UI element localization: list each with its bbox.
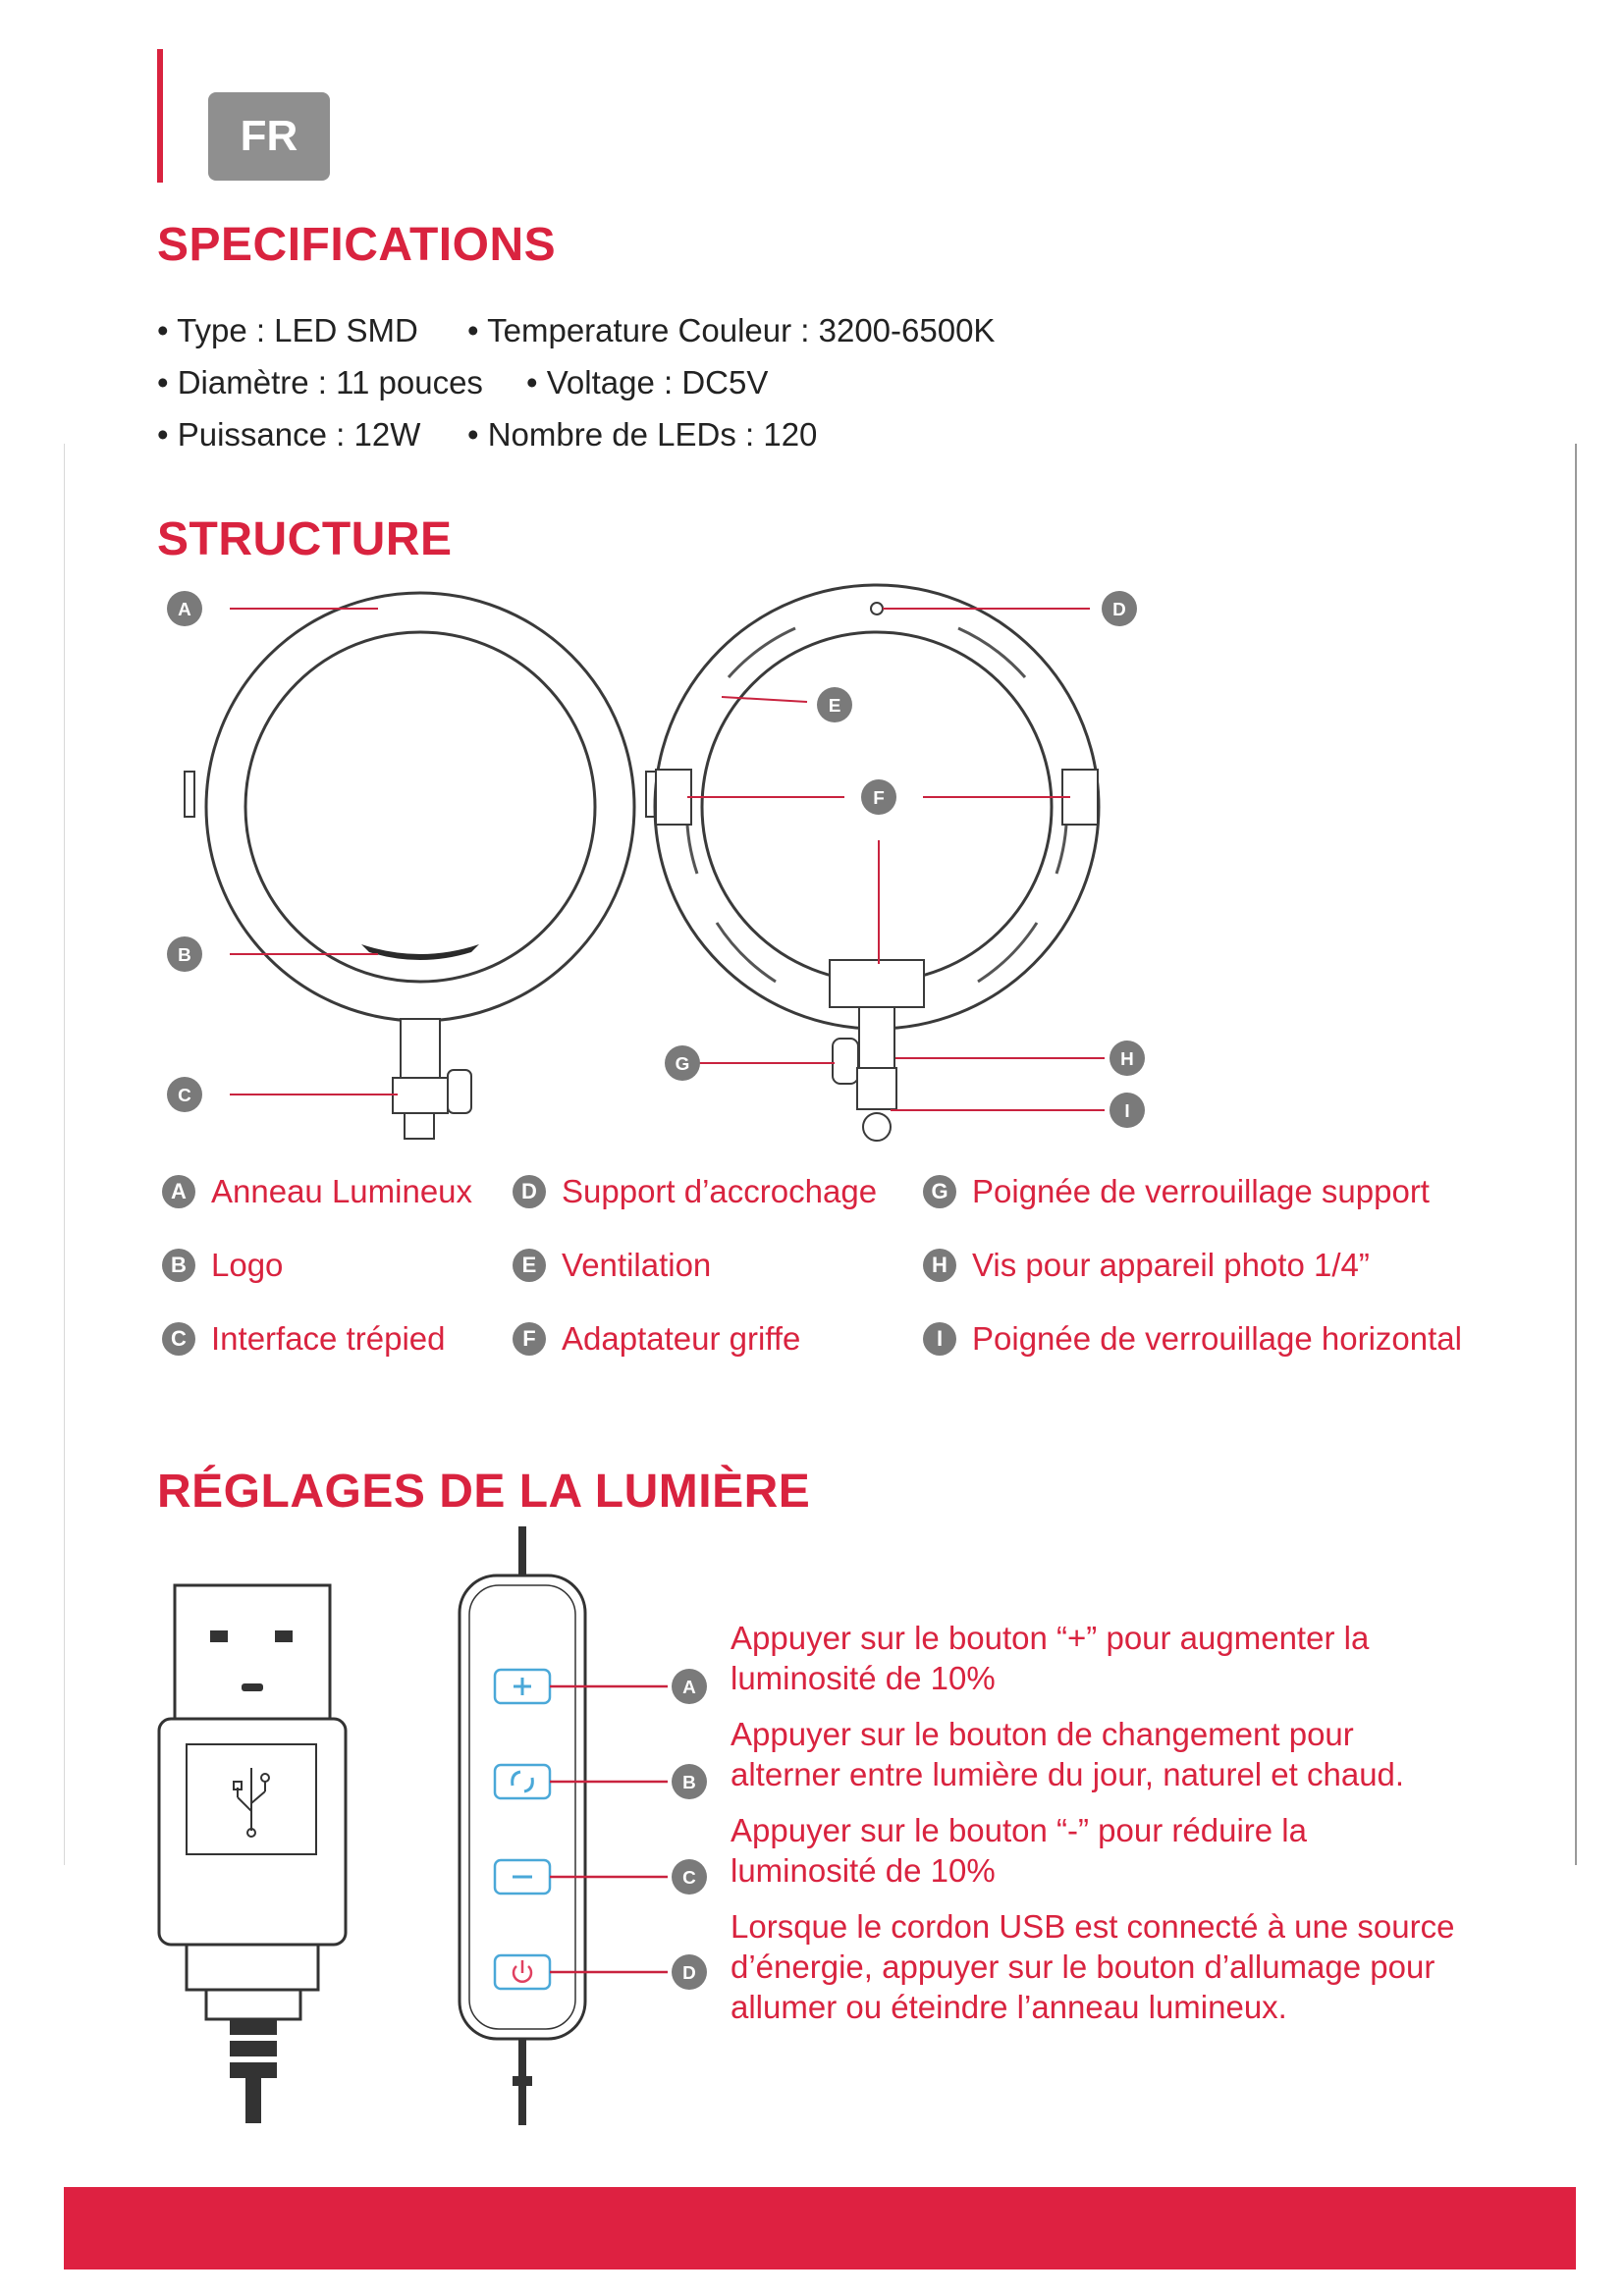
diagram-label-c (167, 1077, 202, 1112)
control-a-line-1: Appuyer sur le bouton “+” pour augmenter la (731, 1620, 1370, 1656)
control-c-line-2: luminosité de 10% (731, 1852, 996, 1889)
diagram-label-h (1110, 1041, 1145, 1076)
svg-text:I: I (1124, 1100, 1130, 1122)
svg-text:C: C (178, 1085, 191, 1106)
diagram-label-e (817, 687, 852, 722)
language-badge: FR (208, 92, 330, 181)
legend-text-d: Support d’accrochage (562, 1173, 878, 1209)
control-description-d (731, 1906, 1454, 2027)
control-description-a (731, 1618, 1369, 1698)
structure-title: STRUCTURE (157, 513, 453, 565)
svg-text:D: D (682, 1962, 696, 1984)
footer-bar (64, 2187, 1576, 2269)
ring-front-view (185, 593, 656, 1139)
control-description-c (731, 1810, 1307, 1891)
control-d-line-1: Lorsque le cordon USB est connecté à une source (731, 1908, 1455, 1945)
legend-text-b: Logo (211, 1247, 284, 1283)
legend-item-i (923, 1320, 1462, 1358)
control-d-line-2: d’énergie, appuyer sur le bouton d’allumage pour (731, 1949, 1435, 1985)
svg-text:A: A (178, 599, 191, 620)
spec-voltage: • Voltage : DC5V (526, 364, 769, 400)
structure-diagram (147, 579, 1178, 1148)
legend-text-g: Poignée de verrouillage support (972, 1173, 1430, 1209)
svg-text:H: H (1120, 1048, 1134, 1070)
legend-item-f (513, 1320, 800, 1358)
control-b-line-1: Appuyer sur le bouton de changement pour (731, 1716, 1354, 1752)
svg-text:A: A (682, 1677, 696, 1698)
legend-item-e (513, 1247, 711, 1284)
spec-diameter: • Diamètre : 11 pouces (157, 364, 483, 400)
diagram-label-i (1110, 1093, 1145, 1128)
control-label-a (672, 1669, 707, 1704)
control-description-b (731, 1714, 1404, 1794)
legend-letter-c: C (162, 1322, 195, 1356)
specifications-title: SPECIFICATIONS (157, 219, 557, 271)
inline-controller (460, 1526, 585, 2125)
control-label-d (672, 1954, 707, 1990)
spec-temperature: • Temperature Couleur : 3200-6500K (467, 312, 996, 348)
svg-text:D: D (1112, 599, 1126, 620)
svg-text:B: B (682, 1772, 696, 1793)
spec-led-count: • Nombre de LEDs : 120 (467, 416, 818, 453)
spec-type: • Type : LED SMD (157, 312, 418, 348)
legend-text-f: Adaptateur griffe (562, 1320, 801, 1357)
frame-line-right (1575, 444, 1577, 1865)
header-accent-bar (157, 49, 163, 183)
svg-text:C: C (682, 1867, 696, 1889)
svg-text:G: G (675, 1053, 690, 1075)
legend-letter-f: F (513, 1322, 546, 1356)
light-settings-title: RÉGLAGES DE LA LUMIÈRE (157, 1466, 811, 1518)
frame-line-left (64, 444, 65, 1865)
diagram-label-d (1102, 591, 1137, 626)
legend-letter-h: H (923, 1249, 956, 1282)
diagram-label-b (167, 936, 202, 972)
legend-text-c: Interface trépied (211, 1320, 446, 1357)
diagram-label-f (861, 779, 896, 815)
legend-item-h (923, 1247, 1370, 1284)
svg-text:E: E (828, 695, 841, 717)
control-a-line-2: luminosité de 10% (731, 1660, 996, 1696)
legend-item-g (923, 1173, 1430, 1210)
legend-item-d (513, 1173, 877, 1210)
legend-letter-g: G (923, 1175, 956, 1208)
control-label-b (672, 1764, 707, 1799)
legend-text-a: Anneau Lumineux (211, 1173, 473, 1209)
diagram-label-g (665, 1045, 700, 1081)
mode-button-icon (495, 1765, 550, 1798)
legend-letter-d: D (513, 1175, 546, 1208)
legend-letter-e: E (513, 1249, 546, 1282)
legend-item-c (162, 1320, 445, 1358)
svg-text:F: F (873, 787, 885, 809)
legend-letter-i: I (923, 1322, 956, 1356)
usb-plug (159, 1585, 346, 2123)
control-label-c (672, 1859, 707, 1895)
legend-letter-b: B (162, 1249, 195, 1282)
legend-text-h: Vis pour appareil photo 1/4” (972, 1247, 1370, 1283)
svg-text:B: B (178, 944, 191, 966)
legend-item-b (162, 1247, 283, 1284)
control-b-line-2: alterner entre lumière du jour, naturel et chaud. (731, 1756, 1405, 1792)
legend-letter-a: A (162, 1175, 195, 1208)
diagram-label-a (167, 591, 202, 626)
legend-item-a (162, 1173, 472, 1210)
spec-power: • Puissance : 12W (157, 416, 421, 453)
legend-text-e: Ventilation (562, 1247, 712, 1283)
legend-text-i: Poignée de verrouillage horizontal (972, 1320, 1462, 1357)
controller-diagram (147, 1526, 717, 2125)
control-c-line-1: Appuyer sur le bouton “-” pour réduire la (731, 1812, 1307, 1848)
control-d-line-3: allumer ou éteindre l’anneau lumineux. (731, 1989, 1287, 2025)
